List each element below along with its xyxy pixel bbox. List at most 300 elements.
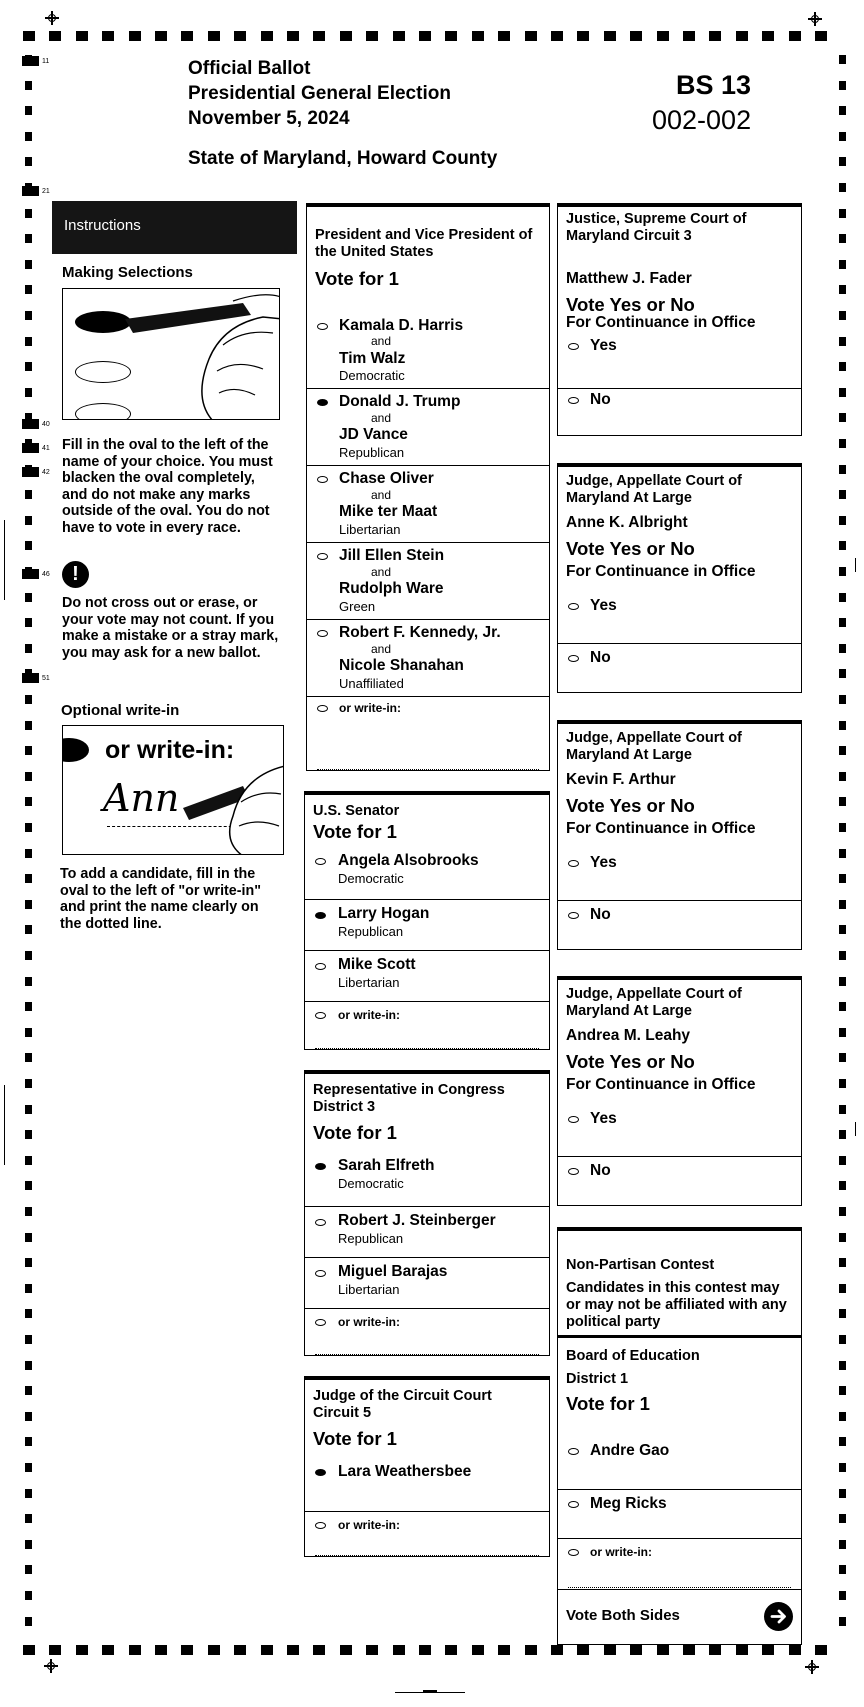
timing-mark	[25, 1514, 32, 1523]
candidate-name: Sarah Elfreth	[338, 1157, 435, 1174]
timing-mark	[181, 1645, 193, 1655]
timing-mark	[25, 1437, 32, 1446]
timing-mark	[313, 31, 325, 41]
timing-mark	[839, 1540, 846, 1549]
candidate-row[interactable]	[305, 1154, 549, 1206]
timing-mark	[25, 516, 32, 525]
timing-mark	[839, 1463, 846, 1472]
timing-mark	[839, 1514, 846, 1523]
optional-writein-heading: Optional write-in	[61, 702, 180, 719]
party-label: Libertarian	[339, 522, 401, 537]
timing-mark	[234, 31, 246, 41]
contest-title: Representative in Congress District 3	[313, 1082, 505, 1115]
timing-mark	[604, 31, 616, 41]
running-mate-name: Tim Walz	[339, 350, 406, 367]
writein-line[interactable]	[568, 1587, 791, 1588]
party-label: Democratic	[338, 871, 404, 886]
writein-row[interactable]	[558, 1538, 801, 1589]
candidate-name: Robert J. Steinberger	[338, 1212, 496, 1229]
timing-mark	[839, 1258, 846, 1267]
jurisdiction: State of Maryland, Howard County	[188, 148, 498, 169]
timing-mark	[577, 31, 589, 41]
contest-district: District 1	[566, 1371, 629, 1387]
contest-title: Judge of the Circuit Court Circuit 5	[313, 1388, 492, 1421]
selection-oval[interactable]	[315, 963, 326, 970]
edge-mark	[855, 558, 856, 572]
timing-mark	[208, 1645, 220, 1655]
contest-title: Justice, Supreme Court of Maryland Circuit 3	[566, 211, 747, 244]
writein-example-illustration	[62, 725, 284, 855]
continuance-label: For Continuance in Office	[566, 820, 756, 837]
timing-mark	[709, 31, 721, 41]
timing-mark	[287, 31, 299, 41]
edge-mark	[4, 520, 5, 600]
timing-mark	[839, 823, 846, 832]
timing-mark	[839, 1335, 846, 1344]
timing-mark	[445, 1645, 457, 1655]
timing-mark	[839, 413, 846, 422]
timing-mark	[25, 209, 32, 218]
timing-mark	[839, 132, 846, 141]
exclamation-icon: !	[62, 561, 89, 588]
selection-oval[interactable]	[568, 1168, 579, 1175]
candidate-row[interactable]	[305, 849, 549, 899]
timing-mark	[839, 1181, 846, 1190]
contest-president	[306, 203, 550, 771]
timing-mark	[839, 106, 846, 115]
handwriting-example: Ann	[103, 776, 180, 820]
contest-retention-appellate-1	[557, 463, 802, 693]
timing-mark	[839, 1565, 846, 1574]
vote-yes-or-no: Vote Yes or No	[566, 294, 695, 315]
yes-option[interactable]	[558, 335, 801, 388]
timing-mark	[25, 772, 32, 781]
selection-oval[interactable]	[568, 912, 579, 919]
candidate-name: Robert F. Kennedy, Jr.	[339, 624, 501, 641]
timing-mark	[25, 644, 32, 653]
timing-mark	[789, 1645, 801, 1655]
candidate-row[interactable]	[305, 899, 549, 950]
timing-mark	[630, 31, 642, 41]
no-label: No	[590, 649, 611, 666]
yes-option[interactable]	[558, 848, 801, 900]
timing-mark	[815, 1645, 827, 1655]
candidate-name: Angela Alsobrooks	[338, 852, 479, 869]
timing-mark	[839, 1309, 846, 1318]
writein-label: or write-in:	[338, 1315, 400, 1329]
candidate-name: Lara Weathersbee	[338, 1463, 472, 1480]
timing-mark	[25, 977, 32, 986]
timing-mark	[839, 541, 846, 550]
timing-mark	[49, 31, 61, 41]
and-label: and	[371, 642, 392, 656]
vote-yes-or-no: Vote Yes or No	[566, 795, 695, 816]
candidate-row[interactable]	[305, 1206, 549, 1257]
writein-label: or write-in:	[339, 701, 401, 715]
candidate-name: Jill Ellen Stein	[339, 547, 445, 564]
candidate-row[interactable]	[305, 1460, 549, 1511]
timing-mark	[25, 132, 32, 141]
writein-label: or write-in:	[338, 1518, 400, 1532]
timing-number: 51	[42, 675, 50, 682]
candidate-name: Larry Hogan	[338, 905, 430, 922]
yes-label: Yes	[590, 1110, 617, 1127]
timing-mark	[155, 31, 167, 41]
selection-oval[interactable]	[568, 1448, 579, 1455]
selection-oval[interactable]	[317, 476, 328, 483]
timing-mark	[366, 1645, 378, 1655]
precinct-number: 002-002	[652, 105, 752, 135]
timing-mark	[472, 1645, 484, 1655]
timing-mark	[839, 465, 846, 474]
registration-cross-icon	[45, 11, 59, 25]
timing-mark	[736, 31, 748, 41]
timing-number: 11	[42, 58, 50, 65]
making-selections-heading: Making Selections	[62, 264, 193, 281]
selection-oval[interactable]	[315, 1270, 326, 1277]
timing-mark	[839, 977, 846, 986]
timing-mark	[25, 1540, 32, 1549]
party-label: Libertarian	[338, 975, 400, 990]
timing-mark	[25, 260, 32, 269]
writein-row[interactable]	[307, 696, 549, 771]
timing-mark	[25, 951, 32, 960]
yes-option[interactable]	[558, 591, 801, 643]
timing-mark	[22, 443, 39, 453]
timing-number: 46	[42, 571, 50, 578]
timing-mark	[181, 31, 193, 41]
timing-mark	[25, 1386, 32, 1395]
timing-mark	[839, 439, 846, 448]
selection-oval[interactable]	[568, 397, 579, 404]
writein-label: or write-in:	[338, 1008, 400, 1022]
candidate-name: Donald J. Trump	[339, 393, 461, 410]
timing-mark	[839, 337, 846, 346]
timing-mark	[25, 157, 32, 166]
ballot-style: BS 13	[676, 70, 752, 100]
arrow-right-icon	[764, 1602, 793, 1631]
registration-cross-icon	[44, 1659, 58, 1673]
no-option[interactable]	[558, 388, 801, 436]
timing-mark	[839, 1207, 846, 1216]
timing-mark	[25, 388, 32, 397]
timing-mark	[839, 1617, 846, 1626]
timing-mark	[839, 1386, 846, 1395]
timing-mark	[25, 874, 32, 883]
timing-mark	[839, 285, 846, 294]
timing-mark	[340, 31, 352, 41]
timing-mark	[22, 673, 39, 683]
timing-mark	[25, 1181, 32, 1190]
timing-mark	[839, 900, 846, 909]
timing-mark	[736, 1645, 748, 1655]
running-mate-name: Nicole Shanahan	[339, 657, 464, 674]
yes-label: Yes	[590, 854, 617, 871]
no-label: No	[590, 1162, 611, 1179]
timing-mark	[22, 569, 39, 579]
timing-mark	[839, 1053, 846, 1062]
timing-mark	[25, 1412, 32, 1421]
timing-mark	[839, 772, 846, 781]
timing-mark	[839, 81, 846, 90]
contest-title: Board of Education	[566, 1348, 700, 1364]
timing-mark	[839, 1079, 846, 1088]
timing-mark	[604, 1645, 616, 1655]
contest-us-senator	[304, 791, 550, 1050]
timing-mark	[839, 362, 846, 371]
candidate-row[interactable]	[305, 1257, 549, 1308]
timing-mark	[25, 1130, 32, 1139]
selection-oval[interactable]	[568, 1116, 579, 1123]
timing-mark	[25, 925, 32, 934]
timing-mark	[208, 31, 220, 41]
contest-title: Judge, Appellate Court of Maryland At Large	[566, 473, 742, 506]
timing-mark	[22, 56, 39, 66]
ballot-title-line3: November 5, 2024	[188, 108, 350, 129]
timing-mark	[25, 1284, 32, 1293]
ballot-title-line1: Official Ballot	[188, 58, 311, 79]
running-mate-name: JD Vance	[339, 426, 408, 443]
vote-both-sides-label: Vote Both Sides	[566, 1607, 680, 1624]
contest-congress	[304, 1070, 550, 1356]
timing-mark	[25, 900, 32, 909]
writein-oval[interactable]	[568, 1549, 579, 1556]
timing-mark	[839, 1028, 846, 1037]
timing-mark	[22, 467, 39, 477]
candidate-row[interactable]	[558, 1489, 801, 1538]
writein-row[interactable]	[305, 1308, 549, 1356]
no-option[interactable]	[558, 1156, 801, 1206]
timing-mark	[839, 1284, 846, 1293]
candidate-name: Meg Ricks	[590, 1495, 667, 1512]
continuance-label: For Continuance in Office	[566, 563, 756, 580]
timing-mark	[49, 1645, 61, 1655]
timing-mark	[25, 1207, 32, 1216]
timing-mark	[25, 1361, 32, 1370]
warning-instructions: Do not cross out or erase, or your vote may not count. If you make a mistake or a stray mark, you may ask for a new ballot.	[62, 595, 279, 661]
timing-mark	[393, 1645, 405, 1655]
timing-mark	[25, 541, 32, 550]
candidate-row[interactable]	[307, 619, 549, 696]
registration-cross-icon	[805, 1660, 819, 1674]
selection-oval-marked[interactable]	[315, 1163, 326, 1170]
selection-oval[interactable]	[568, 655, 579, 662]
and-label: and	[371, 488, 392, 502]
judge-name: Matthew J. Fader	[566, 270, 692, 287]
writein-line[interactable]	[315, 1048, 539, 1049]
timing-mark	[683, 31, 695, 41]
timing-mark	[839, 1156, 846, 1165]
timing-mark	[25, 1233, 32, 1242]
candidate-row[interactable]	[307, 388, 549, 465]
party-label: Green	[339, 599, 376, 614]
nonpartisan-text: Candidates in this contest may or may not be affiliated with any political party	[566, 1280, 787, 1330]
no-option[interactable]	[558, 643, 801, 693]
timing-mark	[25, 81, 32, 90]
timing-number: 21	[42, 188, 50, 195]
timing-mark	[839, 669, 846, 678]
timing-mark	[25, 1617, 32, 1626]
timing-mark	[393, 31, 405, 41]
selection-oval-marked[interactable]	[315, 1469, 326, 1476]
timing-mark	[839, 183, 846, 192]
timing-mark	[839, 618, 846, 627]
vote-yes-or-no: Vote Yes or No	[566, 1051, 695, 1072]
timing-mark	[839, 55, 846, 64]
timing-mark	[25, 1463, 32, 1472]
timing-mark	[102, 1645, 114, 1655]
timing-mark	[261, 31, 273, 41]
and-label: and	[371, 565, 392, 579]
filled-oval-example	[62, 738, 89, 762]
selection-oval[interactable]	[568, 603, 579, 610]
candidate-row[interactable]	[558, 1437, 801, 1489]
no-label: No	[590, 391, 611, 408]
and-label: and	[371, 334, 392, 348]
timing-mark	[839, 925, 846, 934]
candidate-name: Andre Gao	[590, 1442, 670, 1459]
vote-yes-or-no: Vote Yes or No	[566, 538, 695, 559]
candidate-row[interactable]	[307, 293, 549, 388]
timing-mark	[789, 31, 801, 41]
ballot-title-line2: Presidential General Election	[188, 83, 451, 104]
judge-name: Kevin F. Arthur	[566, 771, 676, 788]
contest-retention-supreme-court	[557, 203, 802, 436]
timing-mark	[551, 31, 563, 41]
contest-retention-appellate-2	[557, 720, 802, 950]
timing-mark	[22, 419, 39, 429]
running-mate-name: Rudolph Ware	[339, 580, 444, 597]
timing-mark	[445, 31, 457, 41]
timing-mark	[25, 362, 32, 371]
writein-oval[interactable]	[315, 1522, 326, 1529]
timing-mark	[498, 31, 510, 41]
timing-mark	[839, 1489, 846, 1498]
timing-mark	[287, 1645, 299, 1655]
timing-mark	[129, 1645, 141, 1655]
timing-mark	[366, 31, 378, 41]
writein-row[interactable]	[305, 1001, 549, 1050]
vote-for: Vote for 1	[313, 1428, 397, 1449]
timing-mark	[839, 593, 846, 602]
contest-title: U.S. Senator	[313, 803, 400, 819]
writein-oval[interactable]	[315, 1319, 326, 1326]
contest-title: President and Vice President of the United States	[315, 227, 533, 260]
timing-mark	[25, 234, 32, 243]
timing-mark	[419, 31, 431, 41]
writein-line[interactable]	[315, 1354, 539, 1355]
selection-oval[interactable]	[317, 553, 328, 560]
selection-oval[interactable]	[568, 1501, 579, 1508]
candidate-row[interactable]	[307, 465, 549, 542]
contest-title: Judge, Appellate Court of Maryland At Large	[566, 730, 742, 763]
selection-oval-marked[interactable]	[317, 399, 328, 406]
timing-mark	[313, 1645, 325, 1655]
vote-for: Vote for 1	[313, 821, 397, 842]
timing-mark	[25, 285, 32, 294]
running-mate-name: Mike ter Maat	[339, 503, 438, 520]
party-label: Republican	[339, 445, 405, 460]
selection-oval[interactable]	[317, 630, 328, 637]
selection-oval[interactable]	[317, 323, 328, 330]
timing-mark	[683, 1645, 695, 1655]
timing-mark	[25, 823, 32, 832]
timing-mark	[839, 1130, 846, 1139]
timing-mark	[129, 31, 141, 41]
timing-mark	[102, 31, 114, 41]
nonpartisan-title: Non-Partisan Contest	[566, 1257, 715, 1273]
timing-mark	[657, 1645, 669, 1655]
timing-mark	[498, 1645, 510, 1655]
candidate-name: Miguel Barajas	[338, 1263, 448, 1280]
writein-line[interactable]	[317, 769, 539, 770]
timing-mark	[25, 695, 32, 704]
timing-mark	[839, 874, 846, 883]
writein-row[interactable]	[305, 1511, 549, 1557]
timing-mark	[25, 721, 32, 730]
timing-mark	[25, 849, 32, 858]
writein-oval[interactable]	[317, 705, 328, 712]
timing-mark	[839, 951, 846, 960]
timing-mark	[762, 1645, 774, 1655]
timing-mark	[839, 746, 846, 755]
timing-mark	[815, 31, 827, 41]
writein-oval[interactable]	[315, 1012, 326, 1019]
selection-oval[interactable]	[315, 858, 326, 865]
selection-oval[interactable]	[568, 343, 579, 350]
candidate-row[interactable]	[305, 950, 549, 1001]
selection-oval-marked[interactable]	[315, 912, 326, 919]
candidate-name: Mike Scott	[338, 956, 416, 973]
timing-mark	[762, 31, 774, 41]
timing-mark	[25, 1156, 32, 1165]
timing-mark	[25, 1309, 32, 1318]
candidate-row[interactable]	[307, 542, 549, 619]
selection-oval[interactable]	[315, 1219, 326, 1226]
timing-mark	[577, 1645, 589, 1655]
vote-both-sides-footer	[558, 1589, 801, 1645]
timing-mark	[23, 1645, 35, 1655]
edge-mark	[395, 1692, 465, 1693]
section-divider	[558, 1335, 801, 1338]
timing-number: 40	[42, 421, 50, 428]
timing-mark	[76, 31, 88, 41]
selection-oval[interactable]	[568, 860, 579, 867]
yes-option[interactable]	[558, 1104, 801, 1156]
timing-mark	[839, 311, 846, 320]
yes-label: Yes	[590, 597, 617, 614]
hand-with-pen-icon	[113, 289, 280, 420]
timing-mark	[525, 31, 537, 41]
contest-board-of-education	[557, 1227, 802, 1645]
writein-instructions: To add a candidate, fill in the oval to the left of "or write-in" and print the name clearly on the dotted line.	[60, 866, 262, 932]
timing-mark	[839, 1437, 846, 1446]
timing-mark	[839, 157, 846, 166]
timing-mark	[525, 1645, 537, 1655]
timing-mark	[25, 311, 32, 320]
timing-mark	[630, 1645, 642, 1655]
timing-mark	[472, 31, 484, 41]
timing-mark	[25, 1053, 32, 1062]
timing-number: 42	[42, 469, 50, 476]
registration-cross-icon	[808, 12, 822, 26]
hand-with-pen-icon	[183, 756, 284, 855]
writein-line[interactable]	[315, 1555, 539, 1556]
no-option[interactable]	[558, 900, 801, 950]
party-label: Republican	[338, 924, 404, 939]
timing-mark	[261, 1645, 273, 1655]
contest-title: Judge, Appellate Court of Maryland At Large	[566, 986, 742, 1019]
